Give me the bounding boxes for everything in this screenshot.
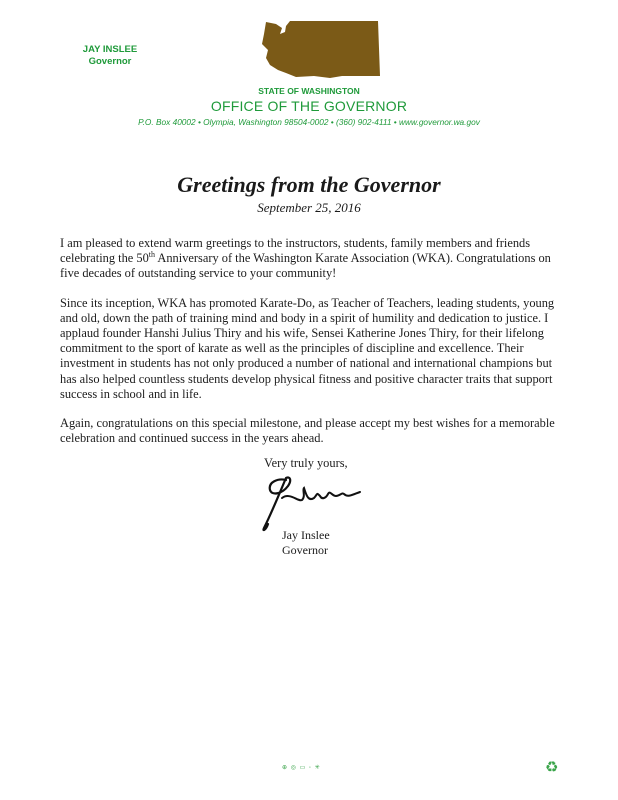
paragraph-3: Again, congratulations on this special milestone, and please accept my best wishes for a memorable celebration and continued success in the years ahead. xyxy=(60,416,555,446)
paragraph-2: Since its inception, WKA has promoted Karate-Do, as Teacher of Teachers, leading students, young and old, down the path of training mind and body in a spirit of humility and dedication to justice. I applaud founder Hanshi Julius Thiry and his wife, Sensei Katherine Jones Thiry, for their lifelong commitment to the sport of karate as well as the principles of discipline and excellence. Their investment in students has not only produced a number of national and international champions but has also helped countless students develop physical fitness and positive character traits that support success in school and in life. xyxy=(60,295,555,401)
governor-name: JAY INSLEE xyxy=(82,44,138,55)
paragraph-1: I am pleased to extend warm greetings to the instructors, students, family members and friends celebrating the 50th Anniversary of the Washington Karate Association (WKA). Congratulations on five decades of outstanding service to your community! xyxy=(60,236,551,281)
closing-line: Very truly yours, xyxy=(264,456,348,470)
office-label: OFFICE OF THE GOVERNOR xyxy=(210,98,408,114)
state-label: STATE OF WASHINGTON xyxy=(258,86,360,96)
letter-body xyxy=(60,236,560,460)
office-address: P.O. Box 40002 • Olympia, Washington 98504-0002 • (360) 902-4111 • www.governor.wa.gov xyxy=(138,117,480,127)
governor-title: Governor xyxy=(88,56,132,67)
recycle-icon: ♻ xyxy=(545,758,559,776)
signatory-title: Governor xyxy=(282,543,328,557)
letter-title: Greetings from the Governor xyxy=(177,172,441,197)
governor-header xyxy=(70,44,150,68)
letter-date: September 25, 2016 xyxy=(257,200,361,215)
signatory-name: Jay Inslee xyxy=(282,528,330,542)
handwritten-signature xyxy=(258,472,368,534)
print-mark: ⊕ ◎ ▭ ◦ ✳ xyxy=(282,765,321,771)
washington-state-seal-icon xyxy=(256,18,386,82)
